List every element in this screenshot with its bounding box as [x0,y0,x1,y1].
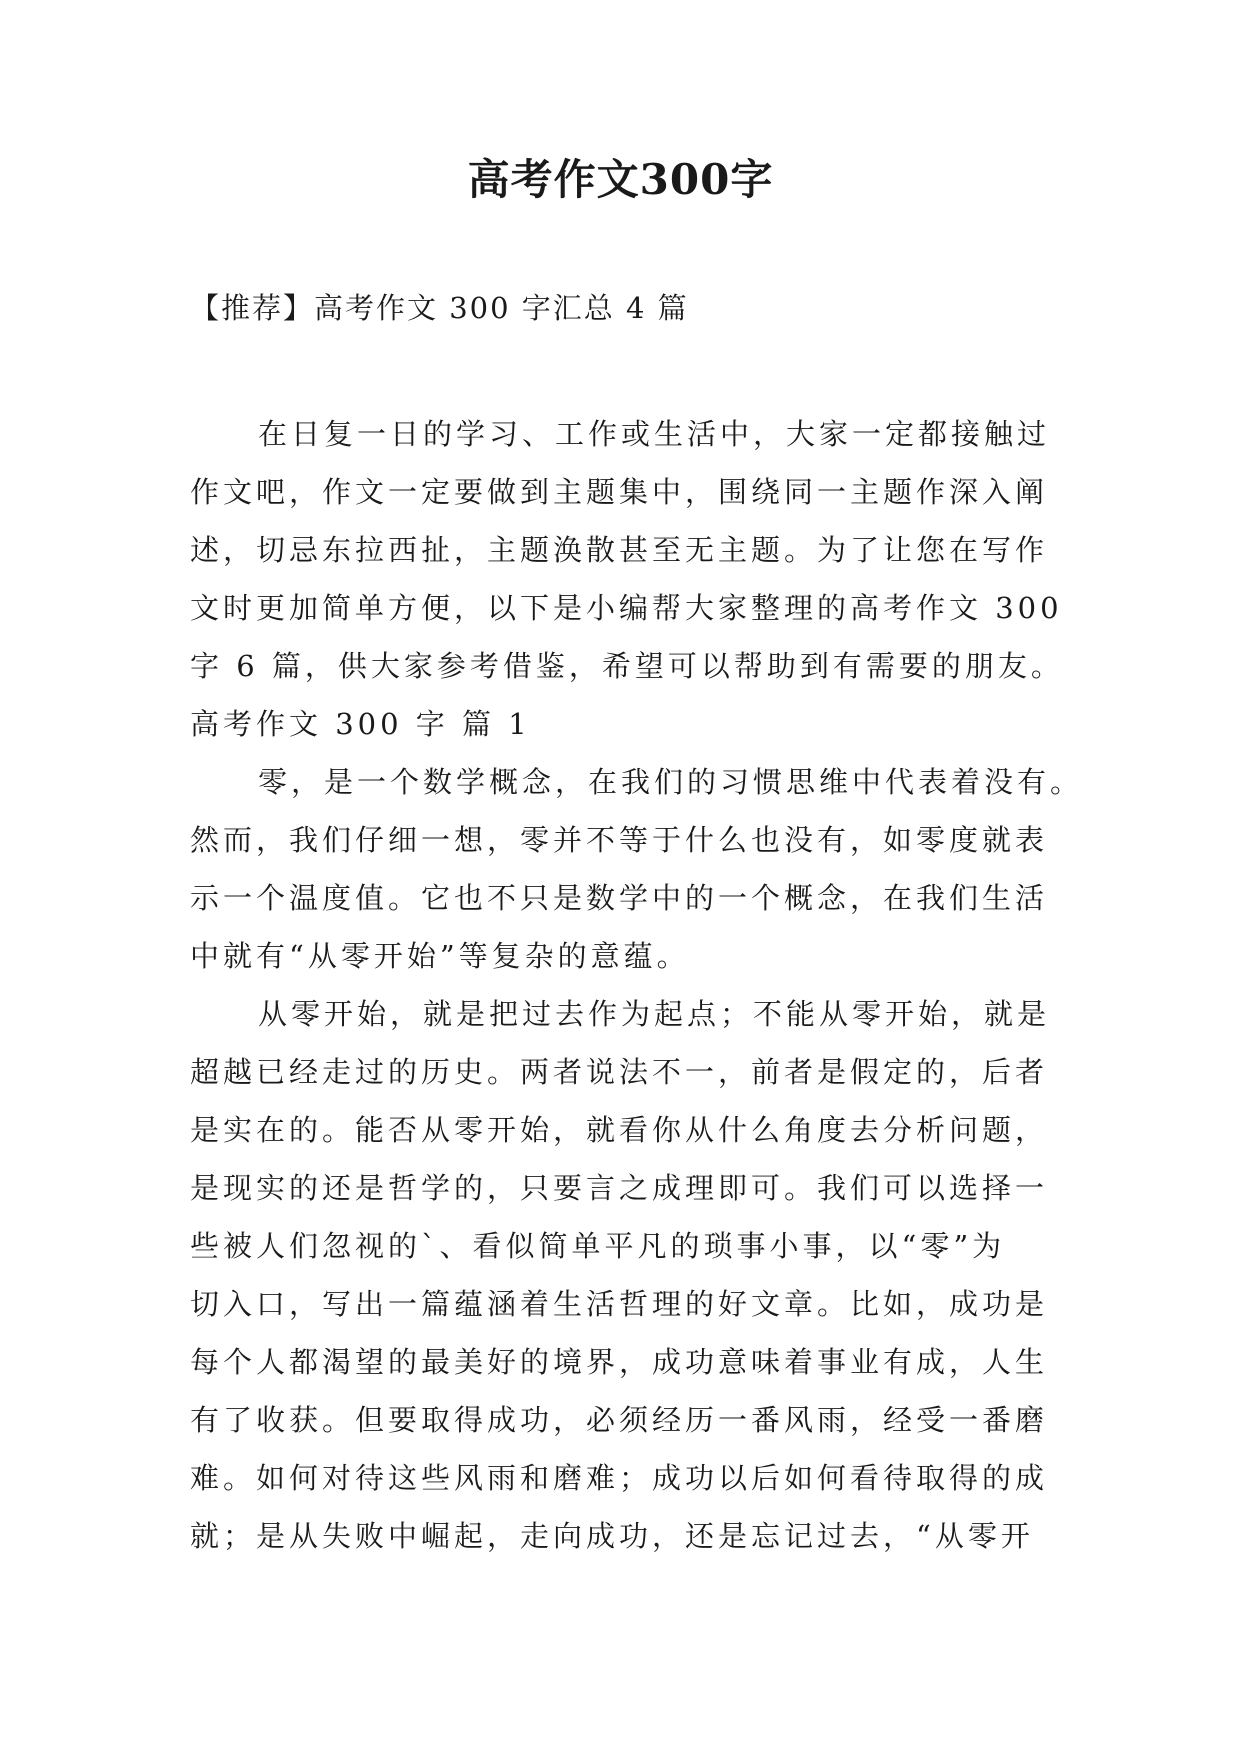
document-title: 高考作文300字 [467,155,774,204]
paragraph-line: 字 6 篇，供大家参考借鉴，希望可以帮助到有需要的朋友。 [190,649,1064,683]
paragraph-line: 作文吧，作文一定要做到主题集中，围绕同一主题作深入阐 [190,475,1049,509]
paragraph-line: 文时更加简单方便，以下是小编帮大家整理的高考作文 300 [190,591,1063,625]
paragraph-line: 超越已经走过的历史。两者说法不一，前者是假定的，后者 [190,1055,1049,1089]
paragraph-line: 些被人们忽视的`、看似简单平凡的琐事小事，以“零”为 [190,1229,1006,1263]
paragraph-line: 每个人都渴望的最美好的境界，成功意味着事业有成，人生 [190,1345,1049,1379]
paragraph-line: 从零开始，就是把过去作为起点；不能从零开始，就是 [258,997,1051,1031]
paragraph-line: 示一个温度值。它也不只是数学中的一个概念，在我们生活 [190,881,1049,915]
paragraph-line: 中就有“从零开始”等复杂的意蕴。 [190,939,690,973]
paragraph-line: 切入口，写出一篇蕴涵着生活哲理的好文章。比如，成功是 [190,1287,1049,1321]
paragraph-line: 难。如何对待这些风雨和磨难；成功以后如何看待取得的成 [190,1461,1049,1495]
paragraph-line: 是实在的。能否从零开始，就看你从什么角度去分析问题， [190,1113,1049,1147]
paragraph-line: 是现实的还是哲学的，只要言之成理即可。我们可以选择一 [190,1171,1049,1205]
paragraph-line: 零，是一个数学概念，在我们的习惯思维中代表着没有。 [258,765,1084,799]
paragraph-line: 就；是从失败中崛起，走向成功，还是忘记过去，“从零开 [190,1519,1034,1553]
paragraph-line: 然而，我们仔细一想，零并不等于什么也没有，如零度就表 [190,823,1049,857]
paragraph-line: 在日复一日的学习、工作或生活中，大家一定都接触过 [258,417,1051,451]
section-heading: 高考作文 300 字 篇 1 [190,707,531,741]
paragraph-line: 述，切忌东拉西扯，主题涣散甚至无主题。为了让您在写作 [190,533,1049,567]
document-subtitle: 【推荐】高考作文 300 字汇总 4 篇 [190,291,689,325]
paragraph-line: 有了收获。但要取得成功，必须经历一番风雨，经受一番磨 [190,1403,1049,1437]
document-body [190,405,1084,1565]
